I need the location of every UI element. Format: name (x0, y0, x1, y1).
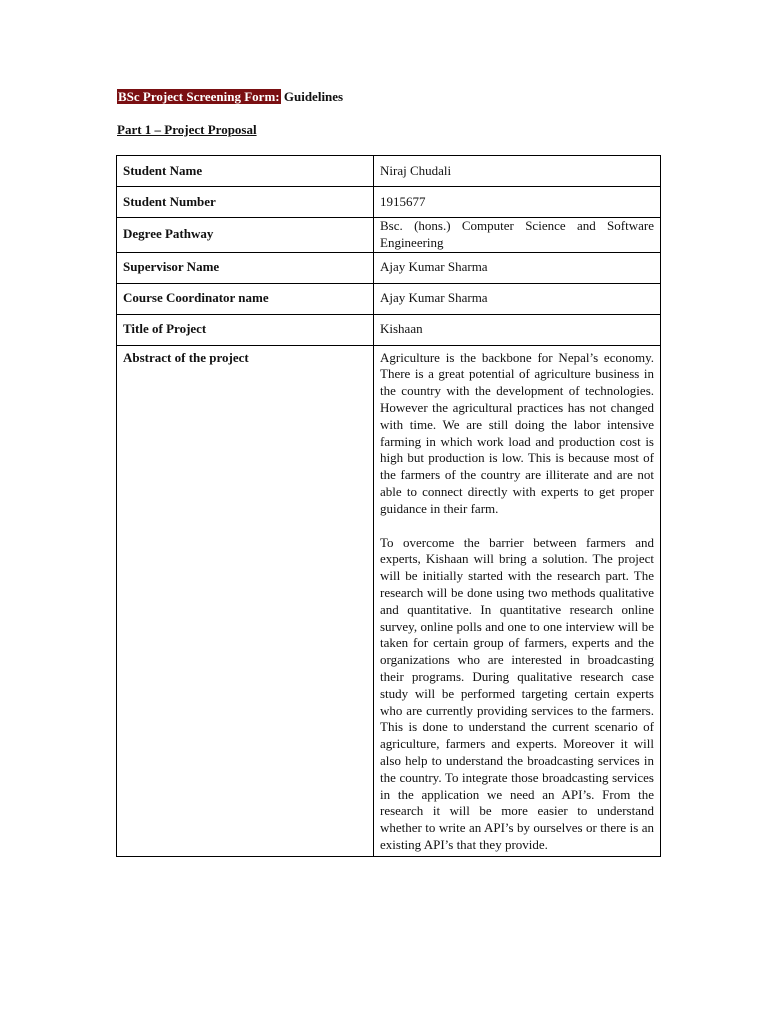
abstract-paragraph-1: Agriculture is the backbone for Nepal’s economy. There is a great potential of agriculture business in the country with the development of technologies. However the agricultural practices has not changed with time. We are still doing the labor intensive farming in which work load and production cost is high but production is low. This is because most of the farmers of the country are illiterate and are not able to connect directly with experts to get proper guidance in their farm. (380, 349, 654, 516)
course-coordinator-label: Course Coordinator name (117, 283, 374, 314)
supervisor-name-value: Ajay Kumar Sharma (374, 252, 661, 283)
form-heading-highlight: BSc Project Screening Form: (118, 89, 280, 104)
abstract-paragraph-2: To overcome the barrier between farmers and experts, Kishaan will bring a solution. The project will be initially started with the research part. The research will be done using two methods qualitative and quantitative. In quantitative research online survey, online polls and one to one interview will be taken for certain group of farmers, experts and the organizations who are interested in broadcasting their programs. During qualitative research case study will be performed targeting certain experts who are currently providing services to the farmers. This is done to understand the current scenario of agriculture, farmers and experts. Moreover it will also help to understand the broadcasting services in the country. To integrate those broadcasting services in the application we need an API’s. From the research it will be more easier to understand whether to write an API’s by ourselves or there is an existing API’s that they provide. (380, 534, 654, 852)
part-title: Part 1 – Project Proposal (117, 122, 257, 137)
form-heading (117, 88, 343, 106)
table-row (117, 314, 661, 345)
supervisor-name-label: Supervisor Name (117, 252, 374, 283)
table-row (117, 252, 661, 283)
student-name-value: Niraj Chudali (374, 156, 661, 187)
proposal-table (116, 155, 661, 857)
student-number-label: Student Number (117, 187, 374, 218)
form-heading-rest: Guidelines (280, 89, 344, 104)
table-row (117, 283, 661, 314)
table-row (117, 218, 661, 253)
table-row-abstract (117, 345, 661, 856)
project-title-value: Kishaan (374, 314, 661, 345)
project-title-label: Title of Project (117, 314, 374, 345)
abstract-value (374, 345, 661, 856)
degree-pathway-label: Degree Pathway (117, 218, 374, 253)
course-coordinator-value: Ajay Kumar Sharma (374, 283, 661, 314)
abstract-label: Abstract of the project (117, 345, 374, 856)
student-number-value: 1915677 (374, 187, 661, 218)
table-row (117, 156, 661, 187)
table-row (117, 187, 661, 218)
degree-pathway-value: Bsc. (hons.) Computer Science and Software Engineering (374, 218, 661, 253)
student-name-label: Student Name (117, 156, 374, 187)
